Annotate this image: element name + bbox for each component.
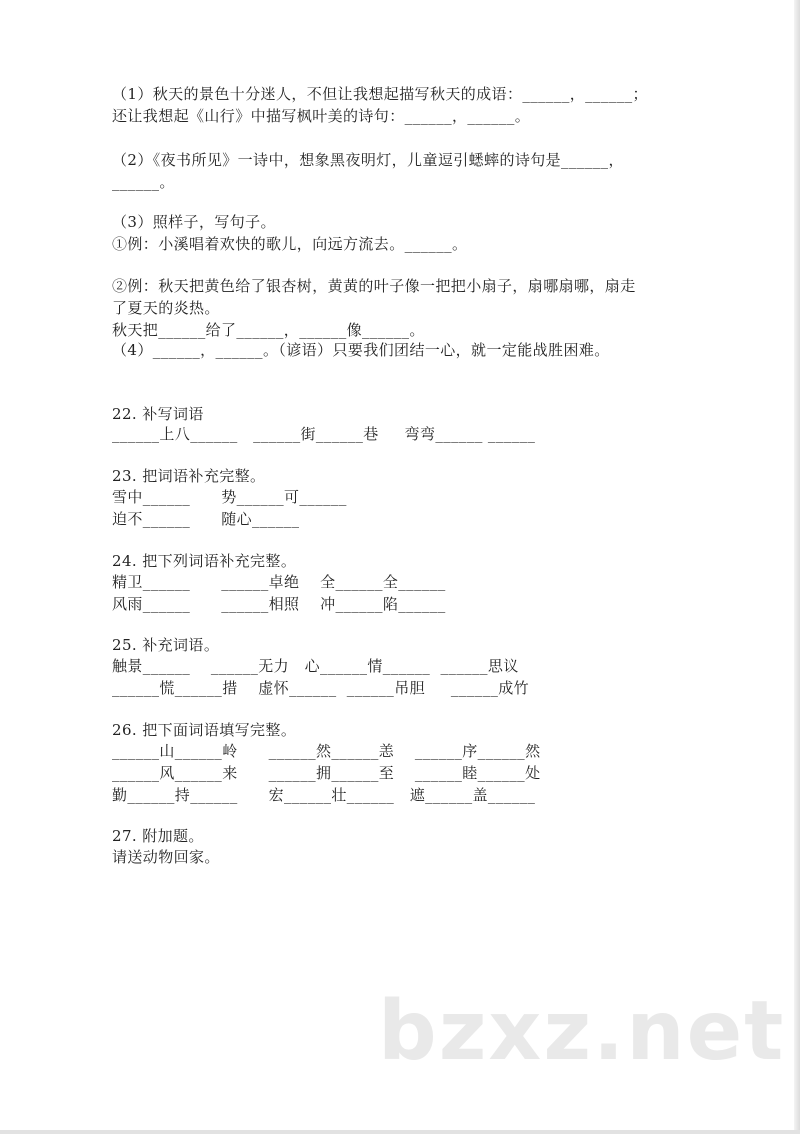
q25-row2: ______慌______措 虚怀______ ______吊胆 ______成竹	[112, 679, 530, 697]
q26-row3: 勤______持______ 宏______壮______ 遮______盖______	[112, 786, 536, 804]
q27-heading: 27. 附加题。	[112, 827, 204, 845]
watermark: bzxz.net	[378, 984, 786, 1079]
q26-row2: ______风______来 ______拥______至 ______睦______处	[112, 764, 541, 782]
q21-part3-example2-line1: ②例：秋天把黄色给了银杏树，黄黄的叶子像一把把小扇子，扇哪扇哪，扇走	[112, 277, 636, 295]
q27-text: 请送动物回家。	[112, 848, 220, 866]
q22-row1: ______上八______ ______街______巷 弯弯______ ______	[112, 425, 536, 443]
q21-part3-example2-line3: 秋天把______给了______，______像______。	[112, 321, 425, 339]
q21-part3-title: （3）照样子，写句子。	[112, 213, 276, 231]
q24-heading: 24. 把下列词语补充完整。	[112, 552, 297, 570]
q24-row2: 风雨______ ______相照 冲______陷______	[112, 595, 446, 613]
q23-row1: 雪中______ 势______可______	[112, 488, 347, 506]
q21-part1-line2: 还让我想起《山行》中描写枫叶美的诗句：______，______。	[112, 107, 531, 125]
q21-part2-line1: （2）《夜书所见》一诗中，想象黑夜明灯，儿童逗引蟋蟀的诗句是______，	[112, 151, 624, 169]
q26-heading: 26. 把下面词语填写完整。	[112, 721, 297, 739]
q22-heading: 22. 补写词语	[112, 405, 204, 423]
q23-heading: 23. 把词语补充完整。	[112, 467, 266, 485]
q21-part1-line1: （1）秋天的景色十分迷人，不但让我想起描写秋天的成语：______，______；	[112, 85, 648, 103]
q26-row1: ______山______岭 ______然______恙 ______序______然	[112, 742, 541, 760]
q21-part3-example1: ①例：小溪唱着欢快的歌儿，向远方流去。______。	[112, 235, 468, 253]
page-edge-bottom	[0, 1130, 800, 1134]
q24-row1: 精卫______ ______卓绝 全______全______	[112, 573, 446, 591]
q21-part3-example2-line2: 了夏天的炎热。	[112, 299, 220, 317]
page-edge	[794, 0, 800, 1134]
q23-row2: 迫不______ 随心______	[112, 510, 300, 528]
q25-heading: 25. 补充词语。	[112, 636, 220, 654]
q21-part2-line2: ______。	[112, 173, 175, 191]
q21-part4: （4）______，______。（谚语）只要我们团结一心，就一定能战胜困难。	[112, 341, 610, 359]
q25-row1: 触景______ ______无力 心______情______ ______思议	[112, 657, 519, 675]
